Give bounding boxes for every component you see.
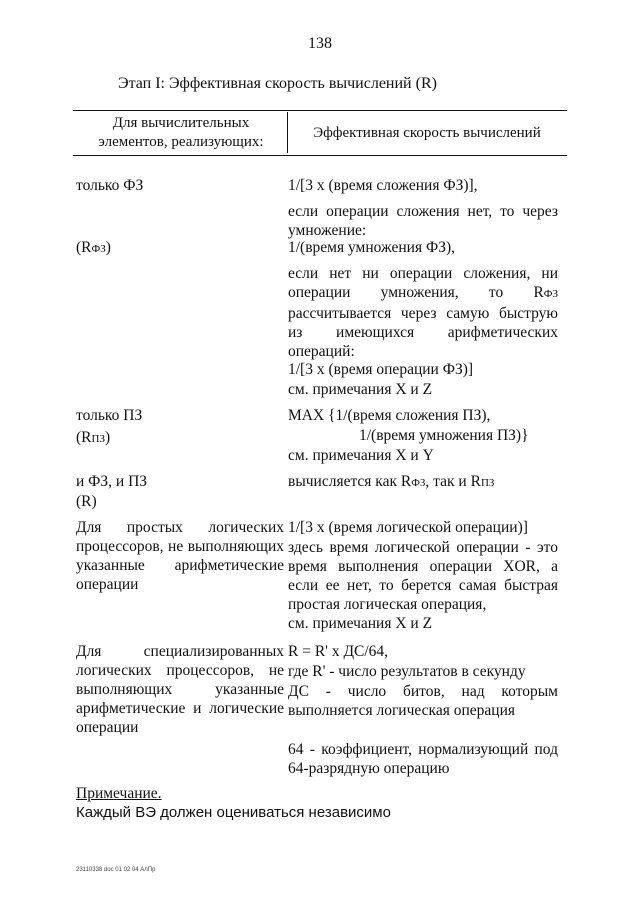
row1-fallback-text [288, 264, 558, 361]
row1-formula: 1/[3 х (время сложения ФЗ)], [288, 177, 478, 194]
row1-symbol-start: (R [76, 239, 92, 256]
row1-fallback-sub: ФЗ [543, 288, 558, 300]
row3-text [288, 472, 558, 493]
row2-max-formula: MAX {1/(время сложения ПЗ), [288, 407, 491, 424]
row1-op-formula: 1/[3 х (время операции ФЗ)] [288, 361, 474, 378]
page-number: 138 [308, 35, 332, 52]
row2-symbol-sub: ПЗ [91, 433, 105, 445]
row5-left-text: Для специализированных логических процессоров, не выполняющих указанные арифметические и логические операции [76, 643, 284, 736]
row2-symbol-end: ) [104, 429, 111, 446]
row2-left-symbol [76, 428, 282, 449]
row2-left-label: только ПЗ [76, 407, 143, 424]
footer-doc-id: 23110338 doc 01 02 04 АлПр [76, 867, 156, 873]
row3-sub2: ПЗ [480, 477, 495, 489]
row5-ds-def: ДС - число битов, над которым выполняется логическая операция [288, 683, 558, 719]
stage-title: Этап I: Эффективная скорость вычислений (R) [118, 75, 437, 92]
row3-sub1: ФЗ [411, 477, 426, 489]
row1-notes-ref: см. примечания X и Z [288, 381, 433, 398]
row1-mul-formula: 1/(время умножения ФЗ), [288, 239, 456, 256]
table-header-rule [73, 155, 567, 156]
row4-description: здесь время логической операции - это время выполнения операции XOR, а если ее нет, то берется самая быстрая простая логическая операция, [288, 539, 558, 613]
header-col1-line2: элементов, реализующих: [98, 134, 264, 150]
row5-formula: R = R' х ДС/64, [288, 643, 389, 660]
row2-symbol-start: (R [76, 429, 92, 446]
row4-notes-ref: см. примечания X и Z [288, 615, 433, 632]
row1-symbol-end: ) [105, 239, 111, 256]
row3-part2: , так и R [425, 473, 481, 490]
row5-r-prime-def: где R' - число результатов в секунду [288, 663, 526, 680]
row1-symbol-sub: ФЗ [91, 243, 106, 255]
table-header-col1 [76, 114, 286, 152]
row1-no-add-text: если операции сложения нет, то через умножение: [288, 203, 558, 239]
row1-fallback-part2: рассчитывается через самую быструю из имеющихся арифметических операций: [288, 305, 558, 360]
row3-left-label: и ФЗ, и ПЗ [76, 473, 148, 490]
table-header-separator [287, 112, 288, 153]
table-header-col2: Эффективная скорость вычислений [313, 125, 541, 141]
row4-left-text: Для простых логических процессоров, не выполняющих указанные арифметические операции [76, 519, 284, 593]
row4-formula: 1/[3 х (время логической операции)] [288, 519, 528, 536]
row1-fallback-part1: если нет ни операции сложения, ни операции умножения, то R [288, 265, 558, 301]
row3-left-symbol: (R) [76, 493, 97, 510]
table-top-rule [73, 110, 567, 111]
row5-coef-def: 64 - коэффициент, нормализующий под 64-разрядную операцию [288, 741, 558, 777]
row3-part1: вычисляется как R [288, 473, 412, 490]
row2-notes-ref: см. примечания X и Y [288, 447, 434, 464]
note-title: Примечание. [76, 785, 162, 802]
row1-left-symbol [76, 238, 282, 259]
note-text: Каждый ВЭ должен оцениваться независимо [76, 804, 391, 821]
row1-left-label: только ФЗ [76, 177, 144, 194]
row2-max-formula-cont: 1/(время умножения ПЗ)} [359, 427, 529, 444]
header-col1-line1: Для вычислительных [112, 115, 250, 131]
